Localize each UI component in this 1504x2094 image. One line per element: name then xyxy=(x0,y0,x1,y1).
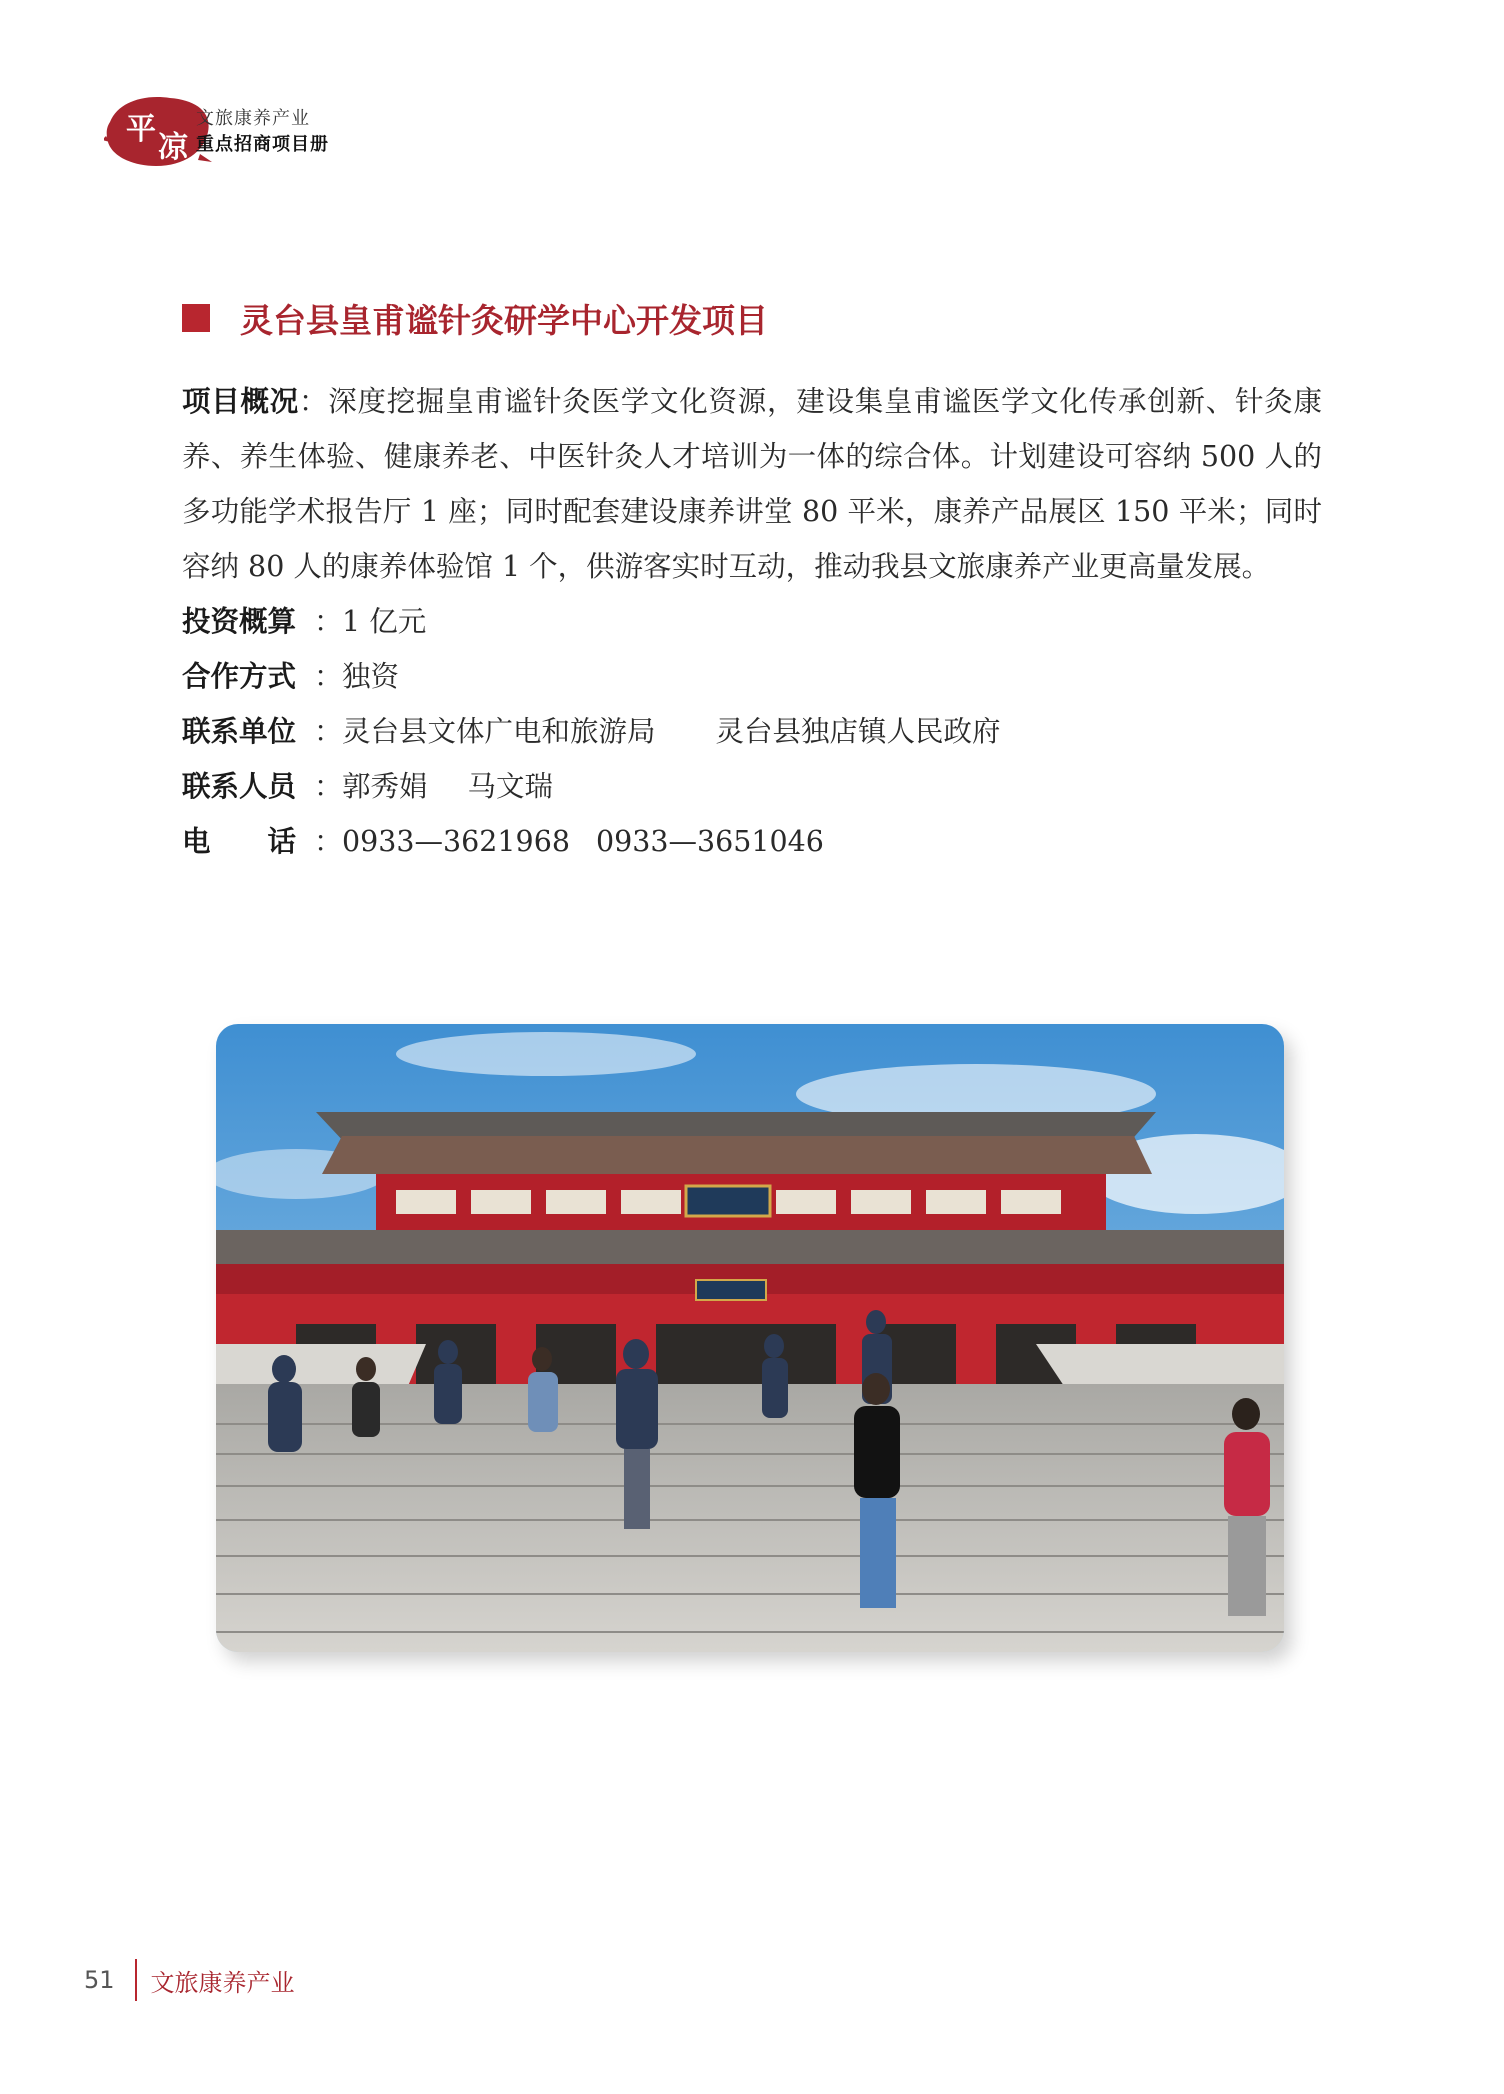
investment-value: 1 亿元 xyxy=(342,605,427,638)
overview-text: 深度挖掘皇甫谧针灸医学文化资源，建设集皇甫谧医学文化传承创新、针灸康养、养生体验、健康养老、中医针灸人才培训为一体的综合体。计划建设可容纳 500 人的多功能学术报告厅 1 座；同时配套建设康养讲堂 80 平米，康养产品展区 150 平米；同时容纳 80 人的康养体验馆 1 个，供游客实时互动，推动我县文旅康养产业更高量发展。 xyxy=(182,385,1322,583)
contact-person-row xyxy=(182,759,1322,814)
phone-value-1: 0933—3621968 xyxy=(342,825,570,858)
investment-colon: ： xyxy=(314,605,343,638)
phone-colon: ： xyxy=(314,825,343,858)
page-number: 51 xyxy=(84,1966,115,1994)
phone-label: 电 话 xyxy=(182,825,297,858)
section-title xyxy=(182,296,768,340)
cooperation-label: 合作方式 xyxy=(182,660,297,693)
cooperation-value: 独资 xyxy=(342,660,400,693)
contact-unit-row xyxy=(182,704,1322,759)
overview-colon: ： xyxy=(299,385,329,418)
footer-section-name: 文旅康养产业 xyxy=(150,1968,295,1997)
cooperation-row xyxy=(182,649,1322,704)
seal-char-1: 平 xyxy=(126,112,156,147)
contact-unit-label: 联系单位 xyxy=(182,715,297,748)
overview-paragraph xyxy=(182,374,1322,594)
contact-unit-value-2: 灵台县独店镇人民政府 xyxy=(715,715,1001,748)
footer-divider xyxy=(135,1959,137,2001)
investment-row xyxy=(182,594,1322,649)
header-logo xyxy=(104,92,344,170)
contact-person-colon: ： xyxy=(314,770,343,803)
header-line1: 文旅康养产业 xyxy=(196,108,310,129)
contact-person-value-2: 马文瑞 xyxy=(467,770,554,803)
contact-person-value-1: 郭秀娟 xyxy=(342,770,428,803)
header-line2: 重点招商项目册 xyxy=(196,134,329,155)
contact-person-label: 联系人员 xyxy=(182,770,297,803)
overview-label: 项目概况 xyxy=(182,385,299,418)
investment-label: 投资概算 xyxy=(182,605,297,638)
cooperation-colon: ： xyxy=(314,660,343,693)
contact-unit-value-1: 灵台县文体广电和旅游局 xyxy=(342,715,656,748)
contact-unit-colon: ： xyxy=(314,715,343,748)
title-text: 灵台县皇甫谧针灸研学中心开发项目 xyxy=(240,300,768,340)
memorial-hall-photo xyxy=(216,1024,1284,1652)
project-details xyxy=(182,374,1322,869)
phone-value-2: 0933—3651046 xyxy=(595,825,824,858)
seal-char-2: 凉 xyxy=(158,130,188,165)
title-square-icon xyxy=(182,304,210,332)
phone-row xyxy=(182,814,1322,869)
page-footer xyxy=(84,1958,295,2002)
